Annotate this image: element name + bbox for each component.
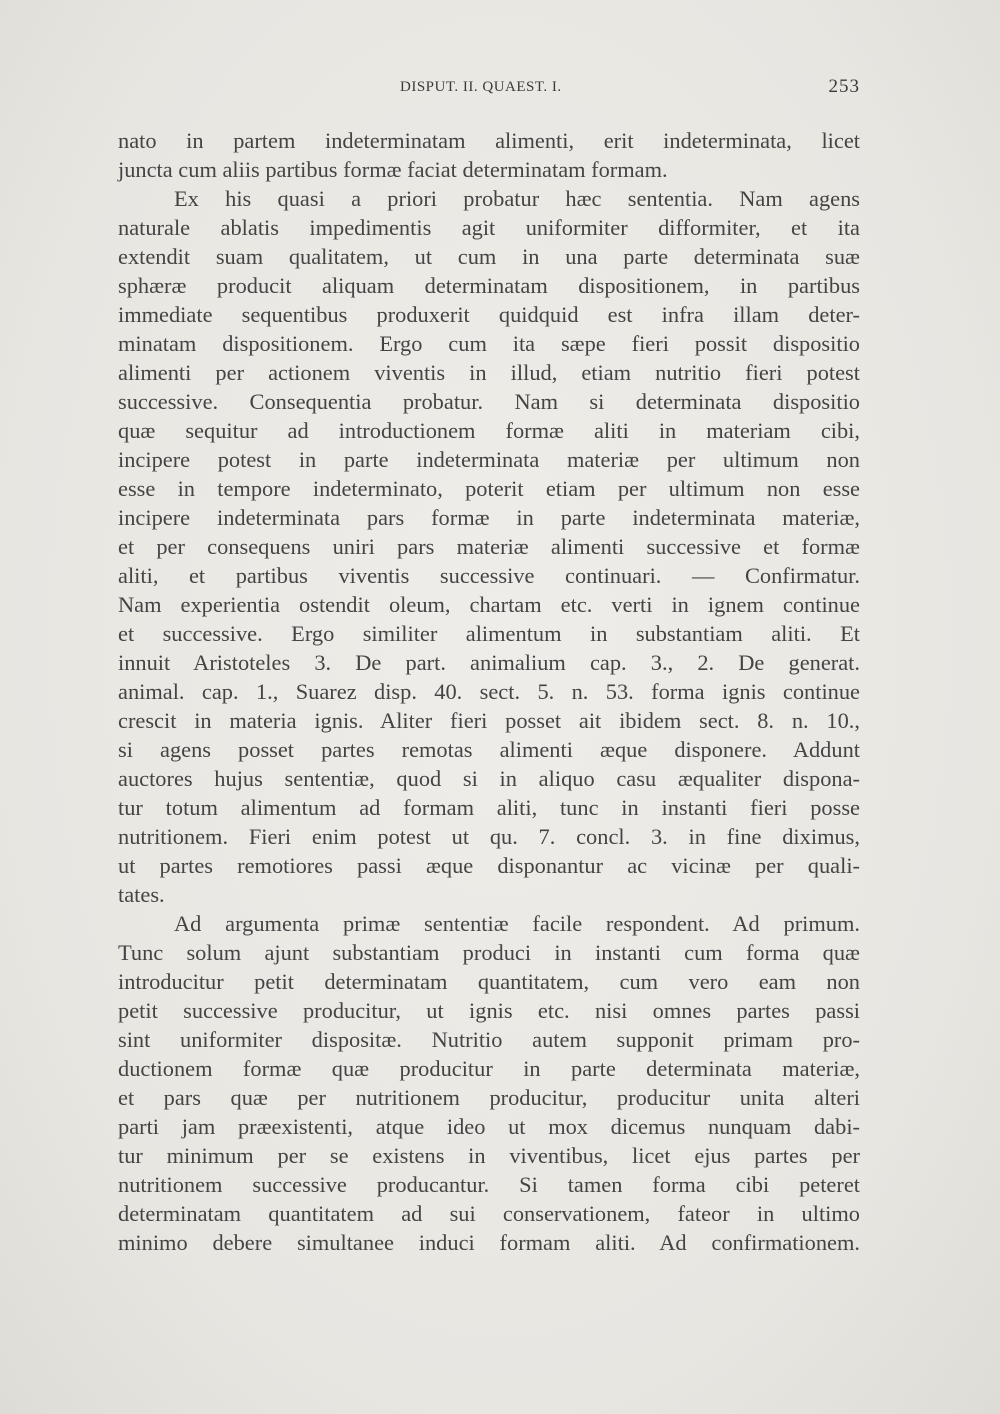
text-line: nutritionem. Fieri enim potest ut qu. 7. concl. 3. in fine diximus, [118, 824, 860, 849]
text-line: auctores hujus sententiæ, quod si in aliquo casu æqualiter dispona- [118, 766, 860, 791]
text-line: determinatam quantitatem ad sui conservationem, fateor in ultimo [118, 1201, 860, 1226]
text-line: minimo debere simultanee induci formam aliti. Ad confirmationem. [118, 1230, 860, 1255]
text-line: juncta cum aliis partibus formæ faciat determinatam formam. [118, 157, 668, 182]
text-line: alimenti per actionem viventis in illud, etiam nutritio fieri potest [118, 360, 860, 385]
text-line: minatam dispositionem. Ergo cum ita sæpe fieri possit dispositio [118, 331, 860, 356]
running-header [118, 76, 860, 100]
text-line: et per consequens uniri pars materiæ alimenti successive et formæ [118, 534, 860, 559]
text-line: incipere potest in parte indeterminata materiæ per ultimum non [118, 447, 860, 472]
text-line: parti jam præexistenti, atque ideo ut mox dicemus nunquam dabi- [118, 1114, 860, 1139]
text-line: extendit suam qualitatem, ut cum in una parte determinata suæ [118, 244, 860, 269]
text-line: ductionem formæ quæ producitur in parte determinata materiæ, [118, 1056, 860, 1081]
text-line: Nam experientia ostendit oleum, chartam etc. verti in ignem continue [118, 592, 860, 617]
text-line: successive. Consequentia probatur. Nam si determinata dispositio [118, 389, 860, 414]
text-line: introducitur petit determinatam quantitatem, cum vero eam non [118, 969, 860, 994]
text-line: esse in tempore indeterminato, poterit etiam per ultimum non esse [118, 476, 860, 501]
text-line: et pars quæ per nutritionem producitur, producitur unita alteri [118, 1085, 860, 1110]
text-line: nutritionem successive producantur. Si tamen forma cibi peteret [118, 1172, 860, 1197]
body-text [118, 126, 860, 1257]
text-line: tur minimum per se existens in viventibus, licet ejus partes per [118, 1143, 860, 1168]
text-line: Ad argumenta primæ sententiæ facile respondent. Ad primum. [174, 911, 860, 936]
page-number: 253 [828, 76, 860, 97]
text-line: sint uniformiter dispositæ. Nutritio autem supponit primam pro- [118, 1027, 860, 1052]
text-line: animal. cap. 1., Suarez disp. 40. sect. 5. n. 53. forma ignis continue [118, 679, 860, 704]
text-line: nato in partem indeterminatam alimenti, erit indeterminata, licet [118, 128, 860, 153]
text-line: petit successive producitur, ut ignis etc. nisi omnes partes passi [118, 998, 860, 1023]
text-line: naturale ablatis impedimentis agit uniformiter difformiter, et ita [118, 215, 860, 240]
text-line: tates. [118, 882, 165, 907]
text-line: immediate sequentibus produxerit quidquid est infra illam deter- [118, 302, 860, 327]
text-line: innuit Aristoteles 3. De part. animalium cap. 3., 2. De generat. [118, 650, 860, 675]
text-line: incipere indeterminata pars formæ in parte indeterminata materiæ, [118, 505, 860, 530]
text-line: si agens posset partes remotas alimenti æque disponere. Addunt [118, 737, 860, 762]
running-title: DISPUT. II. QUAEST. I. [400, 79, 562, 95]
text-line: sphæræ producit aliquam determinatam dispositionem, in partibus [118, 273, 860, 298]
text-line: crescit in materia ignis. Aliter fieri posset ait ibidem sect. 8. n. 10., [118, 708, 860, 733]
text-line: aliti, et partibus viventis successive continuari. — Confirmatur. [118, 563, 860, 588]
text-line: Ex his quasi a priori probatur hæc sententia. Nam agens [174, 186, 860, 211]
text-line: quæ sequitur ad introductionem formæ aliti in materiam cibi, [118, 418, 860, 443]
text-line: Tunc solum ajunt substantiam produci in instanti cum forma quæ [118, 940, 860, 965]
text-line: et successive. Ergo similiter alimentum in substantiam aliti. Et [118, 621, 860, 646]
text-line: ut partes remotiores passi æque disponantur ac vicinæ per quali- [118, 853, 860, 878]
text-line: tur totum alimentum ad formam aliti, tunc in instanti fieri posse [118, 795, 860, 820]
